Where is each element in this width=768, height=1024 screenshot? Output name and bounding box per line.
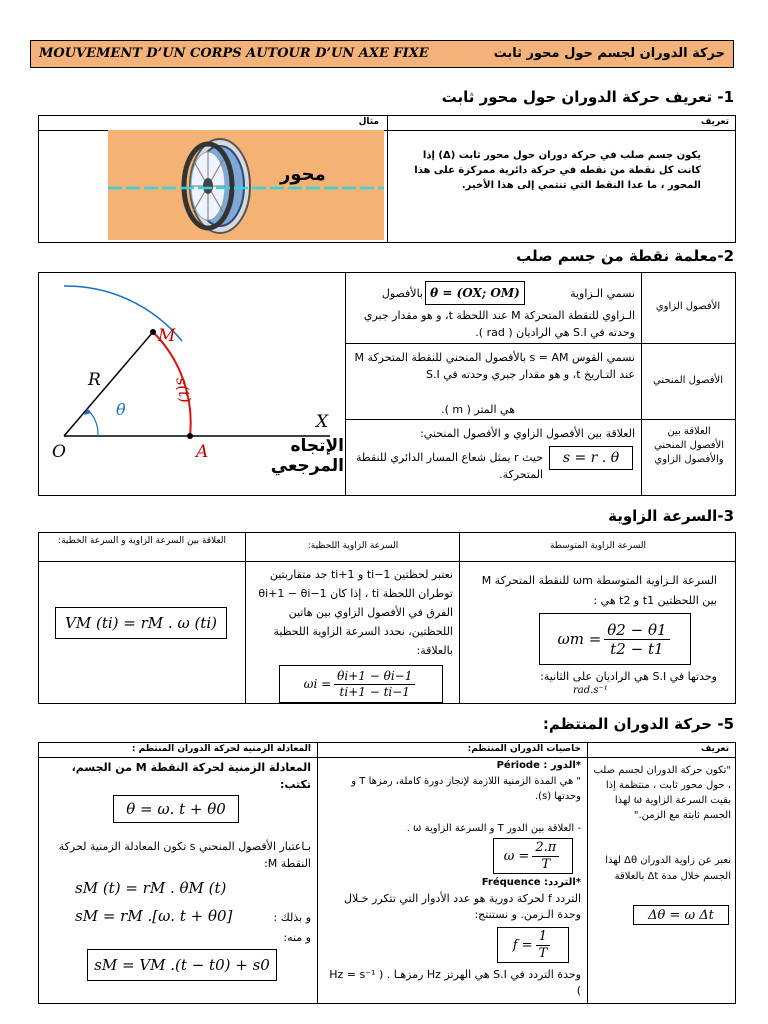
eq-formula1: θ = ω. t + θ0 xyxy=(113,795,239,823)
inst-formula-den: ti+1 − ti−1 xyxy=(339,684,410,699)
section5-col-eq: المعادلة الزمنية لحركة الدوران المنتظم : xyxy=(131,744,311,754)
freq-formula xyxy=(497,927,569,963)
row1-formula: θ = (OX; OM) xyxy=(425,281,525,305)
angle-diagram xyxy=(40,274,344,494)
section3-col-inst: السرعة الزاوية اللحظية: xyxy=(307,541,399,551)
eq-text1: المعادلة الزمنية لحركة النقطة M من الجسم، تكتب: xyxy=(71,761,311,791)
section5-col-def: تعريف xyxy=(700,744,729,754)
eq-formula3: sM = VM .(t − t0) + s0 xyxy=(87,949,277,981)
row2-label: الأفصول المنحني xyxy=(653,375,723,386)
s5-def-formula: Δθ = ω Δt xyxy=(633,905,729,925)
row3-text-b: حيث r يمثل شعاع المسار الدائري للنقطة المتحركة. xyxy=(356,451,543,481)
eq-line2: sM = rM .[ω. t + θ0] xyxy=(75,907,233,925)
row2-text-b: هي المتر ( m ). xyxy=(441,403,515,416)
section5-title: 5- حركة الدوران المنتظم: xyxy=(542,715,734,733)
row1-text-a: نسمي الـزاوية xyxy=(570,287,635,300)
avg-unit: rad.s⁻¹ xyxy=(573,685,608,696)
period-formula-lhs: ω = xyxy=(503,848,530,864)
period-relation: - العلاقة بين الدور T و السرعة الزاوية ω . xyxy=(406,823,581,834)
point-A xyxy=(187,433,193,439)
row3-label: العلاقة بين الأفصول المنحني والأفصول الزاوي xyxy=(654,426,724,465)
row1-text-b: بالأفصول xyxy=(381,287,423,300)
eq-text2: بـاعتبار الأفصول المنحني s تكون المعادلة الزمنية لحركة النقطة M: xyxy=(58,840,311,870)
label-theta: θ xyxy=(116,400,126,419)
section3-title: 3-السرعة الزاوية xyxy=(608,507,734,525)
row3-formula: s = r . θ xyxy=(549,446,633,470)
axis-label: محور xyxy=(280,164,326,185)
freq-text: التردد f لحركة دورية هو عدد الأدوار التي تتكرر خـلال وحدة الـزمن. و نستنتج: xyxy=(343,892,581,921)
inst-formula-num: θi+1 − θi−1 xyxy=(334,669,415,684)
section1-col-ex: مثال xyxy=(358,117,379,127)
freq-formula-lhs: f = xyxy=(512,937,533,953)
point-M xyxy=(150,329,156,335)
section1-col-def: تعريف xyxy=(700,117,729,127)
section5-col-props: خاصيات الدوران المنتظم: xyxy=(467,744,581,754)
section5-table xyxy=(38,742,736,1004)
period-text: " هي المدة الزمنية اللازمة لإنجاز دورة كاملة، رمزها T و وحدتها (s). xyxy=(351,776,581,802)
section3-table xyxy=(38,532,736,704)
section3-col-rel: العلاقة بين السرعة الزاوية و السرعة الخطية: xyxy=(58,536,226,546)
label-A: A xyxy=(196,442,209,462)
avg-text2: وحدتها في S.I هي الراديان على الثانية: xyxy=(540,670,717,683)
label-ref-direction: الإتجاه المرجعي xyxy=(270,436,344,476)
inst-formula xyxy=(279,665,443,703)
eq-and-label: و بذلك : xyxy=(273,911,311,924)
s5-def-text: "تكون حركة الدوران لجسم صلب ، حول محور ثابت ، منتظمة إذا بقيت السرعة الزاوية ω لهذا الجسم ثابتة مع الزمن." xyxy=(593,765,731,821)
row3-text-a: العلاقة بين الأفصول الزاوي و الأفصول المنحني: xyxy=(420,427,635,440)
label-R: R xyxy=(88,370,101,390)
section1-definition: يكون جسم صلب في حركة دوران حول محور ثابت (Δ) إذا كانت كل نقطة من نقطه في حركة دائرية ممركزة على هذا المحور ، ما عدا النقط التي تنتمي إلى هذا الأخير. xyxy=(414,150,701,191)
avg-formula-num: θ2 − θ1 xyxy=(604,621,669,640)
period-formula-num: 2.π xyxy=(532,840,559,857)
period-formula xyxy=(493,838,573,874)
inst-formula-lhs: ωi = xyxy=(303,677,332,691)
avg-formula xyxy=(539,613,691,665)
row2-text-a: نسمي القوس s = AM بالأفصول المنحني للنقطة المتحركة M عند التـاريخ t، و هو مقدار جبري وحدته في S.I xyxy=(354,351,635,381)
eq-hence-label: و منه: xyxy=(283,931,311,944)
label-O: O xyxy=(52,442,66,462)
label-X: X xyxy=(316,412,329,432)
section2-title: 2-معلمة نقطة من جسم صلب xyxy=(516,247,734,265)
header-title-fr: MOUVEMENT D’UN CORPS AUTOUR D’UN AXE FIXE xyxy=(39,46,429,61)
freq-formula-num: 1 xyxy=(536,929,550,946)
header-title-ar: حركة الدوران لجسم حول محور ثابت xyxy=(493,46,725,61)
avg-formula-lhs: ωm = xyxy=(557,630,602,648)
wheel-axis-image xyxy=(108,130,384,240)
label-M: M xyxy=(158,326,176,346)
s5-def-text2: نعبر عن زاوية الدوران Δθ لهذا الجسم خلال مدة Δt بالعلاقة xyxy=(605,855,731,882)
radius-line xyxy=(64,332,153,436)
label-s-t: s(t) xyxy=(172,376,195,405)
eq-line1: sM (t) = rM . θM (t) xyxy=(75,879,227,897)
section3-col-avg: السرعة الزاوية المتوسطة xyxy=(549,541,647,551)
avg-text1: السرعة الـزاوية المتوسطة ωm للنقطة المتحركة M بين اللحظتين t1 و t2 هي : xyxy=(481,574,717,607)
period-formula-den: T xyxy=(541,856,551,872)
period-title: *الدور : Période xyxy=(496,760,581,771)
rel-formula: VM (ti) = rM . ω (ti) xyxy=(55,607,227,639)
wheel-illustration xyxy=(108,130,384,240)
freq-formula-den: T xyxy=(538,945,548,961)
section1-title: 1- تعريف حركة الدوران حول محور ثابت xyxy=(441,88,734,106)
freq-title: *التردد: Fréquence xyxy=(481,877,581,888)
inst-text1: نعتبر لحظتين ti−1 و ti+1 جد متقاربتين توطران اللحظة ti ، إذا كان θi+1 − θi−1 الفرق في الأفصول الزاوي بين هاتين اللحظتين، نحدد السرعة الزاوية اللحظية بالعلاقة: xyxy=(258,568,453,657)
header-bar xyxy=(30,40,734,68)
row1-text-c: الـزاوي للنقطة المتحركة M عند اللحظة t، و هو مقدار جبري وحدته في S.I هي الراديان ( rad ). xyxy=(363,309,635,339)
avg-formula-den: t2 − t1 xyxy=(610,639,664,658)
row1-label: الأفصول الزاوي xyxy=(655,301,721,312)
freq-unit: وحدة التردد في S.I هي الهرتز Hz رمزهـا . ( Hz = s⁻¹ ) xyxy=(329,968,581,997)
